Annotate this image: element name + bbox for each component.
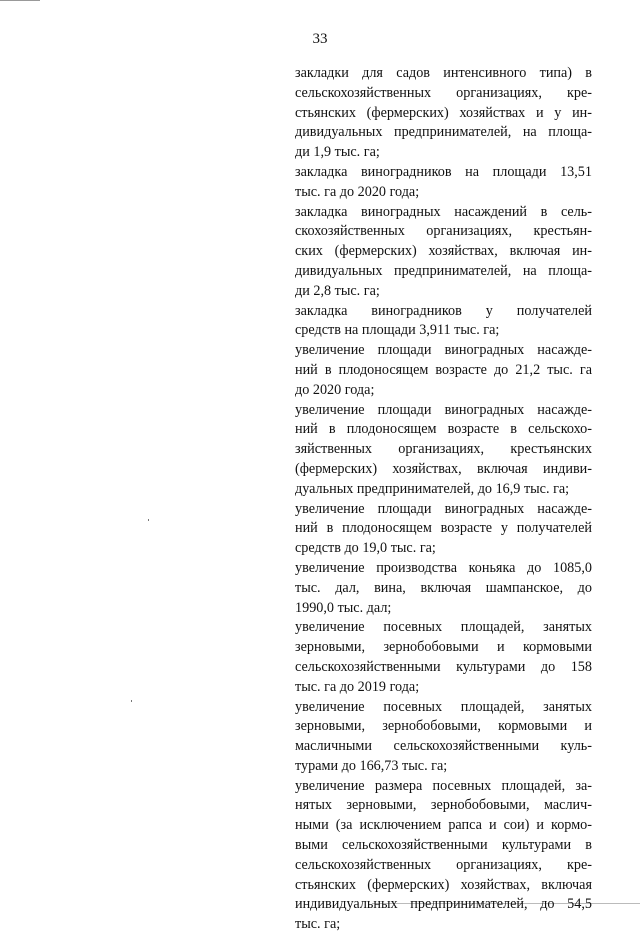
text-line: закладки для садов интенсивного типа) в [295, 65, 592, 81]
text-line: дивидуальных предпринимателей, на площа- [295, 262, 592, 279]
text-line: ний в плодоносящем возрасте до 21,2 тыс. га [295, 361, 592, 378]
text-line: сельскохозяйственных организациях, кре- [295, 856, 592, 873]
text-line: увеличение производства коньяка до 1085,0 [295, 559, 592, 576]
text-line: тыс. дал, вина, включая шампанское, до [295, 579, 592, 596]
text-line: сельскохозяйственных организациях, кре- [295, 84, 592, 101]
scan-speck [131, 700, 132, 702]
list-item [295, 698, 592, 777]
text-line: увеличение посевных площадей, занятых [295, 698, 592, 715]
text-line: увеличение площади виноградных насажде- [295, 401, 592, 418]
text-line: увеличение посевных площадей, занятых [295, 619, 592, 636]
text-line: дивидуальных предпринимателей, на площа- [295, 124, 592, 141]
text-line: средств до 19,0 тыс. га; [295, 540, 436, 557]
text-line: дуальных предпринимателей, до 16,9 тыс. га; [295, 480, 570, 497]
text-line: зерновыми, зернобобовыми, кормовыми и [295, 718, 592, 735]
text-line: (фермерских) хозяйствах, включая индиви- [295, 460, 592, 477]
list-item [295, 500, 592, 559]
text-line: до 2020 года; [295, 381, 375, 398]
text-line: стьянских (фермерских) хозяйствах, включая [295, 876, 592, 893]
document-body [295, 64, 592, 935]
list-item [295, 341, 592, 400]
text-line: тыс. га до 2020 года; [295, 183, 420, 200]
text-line: увеличение площади виноградных насажде- [295, 500, 592, 517]
text-line: ди 2,8 тыс. га; [295, 282, 380, 299]
text-line: ными (за исключением рапса и сои) и кормо- [295, 817, 592, 834]
text-line: тыс. га; [295, 916, 341, 933]
list-item [295, 777, 592, 935]
text-line: масличными сельскохозяйственными куль- [295, 738, 592, 755]
list-item [295, 64, 592, 163]
text-line: ний в плодоносящем возрасте у получателей [295, 520, 592, 537]
list-item [295, 559, 592, 618]
text-line: выми сельскохозяйственными культурами в [295, 837, 592, 854]
list-item [295, 401, 592, 500]
list-item [295, 163, 592, 203]
page-number: 33 [312, 31, 328, 47]
text-line: закладка виноградных насаждений в сель- [295, 203, 592, 220]
text-line: закладка виноградников на площади 13,51 [295, 163, 592, 180]
text-line: увеличение площади виноградных насажде- [295, 342, 592, 359]
text-line: ских (фермерских) хозяйствах, включая ин- [295, 243, 592, 260]
list-item [295, 618, 592, 697]
text-line: ний в плодоносящем возрасте в сельскохо- [295, 421, 592, 438]
text-line: индивидуальных предпринимателей, до 54,5 [295, 896, 592, 913]
text-line: средств на площади 3,911 тыс. га; [295, 322, 500, 339]
text-line: стьянских (фермерских) хозяйствах и у ин- [295, 104, 592, 121]
text-line: ди 1,9 тыс. га; [295, 144, 380, 161]
text-line: зяйственных организациях, крестьянских [295, 441, 592, 458]
scan-speck [148, 519, 149, 521]
text-line: тыс. га до 2019 года; [295, 678, 420, 695]
text-line: скохозяйственных организациях, крестьян- [295, 223, 592, 240]
text-line: 1990,0 тыс. дал; [295, 599, 392, 616]
text-line: зерновыми, зернобобовыми и кормовыми [295, 639, 592, 656]
text-line: нятых зерновыми, зернобобовыми, маслич- [295, 797, 592, 814]
list-item [295, 302, 592, 342]
list-item [295, 203, 592, 302]
text-line: закладка виноградников у получателей [295, 302, 592, 319]
text-line: сельскохозяйственными культурами до 158 [295, 658, 592, 675]
scan-edge-top [0, 0, 40, 1]
text-line: увеличение размера посевных площадей, за- [295, 777, 592, 794]
text-line: турами до 166,73 тыс. га; [295, 757, 448, 774]
